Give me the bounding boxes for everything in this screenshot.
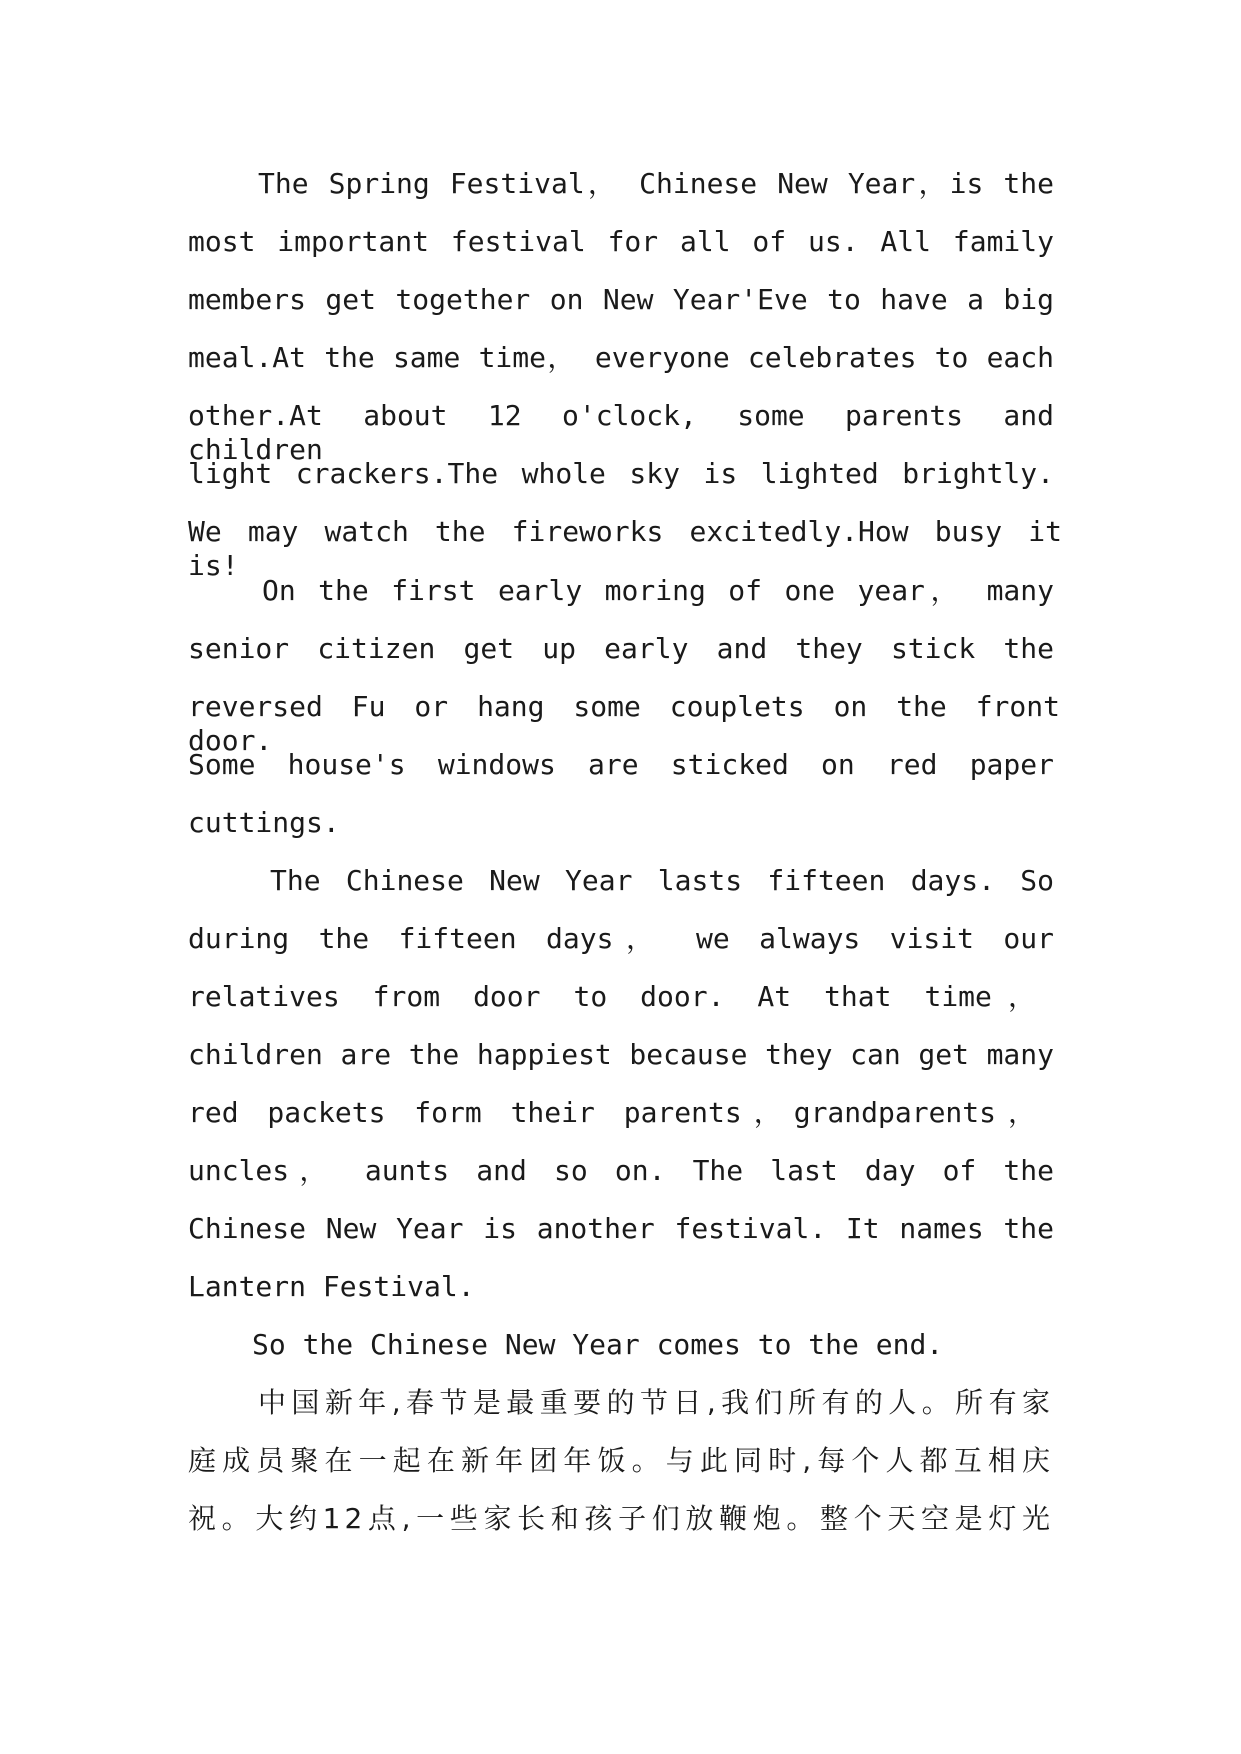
paragraph-3-line-1: The Chinese New Year lasts fifteen days. So xyxy=(270,864,1054,897)
paragraph-1-line-7: We may watch the fireworks excitedly.How busy it is! xyxy=(188,515,1062,582)
paragraph-5-line-3: 祝。大约12点,一些家长和孩子们放鞭炮。整个天空是灯光 xyxy=(188,1502,1054,1535)
paragraph-3-line-3: relatives from door to door. At that time， xyxy=(188,980,1036,1013)
paragraph-5-line-2: 庭成员聚在一起在新年团年饭。与此同时,每个人都互相庆 xyxy=(188,1444,1054,1477)
paragraph-3-line-7: Chinese New Year is another festival. It names the xyxy=(188,1212,1054,1245)
paragraph-1-line-2: most important festival for all of us. All family xyxy=(188,225,1054,258)
paragraph-2-line-4: Some house's windows are sticked on red paper xyxy=(188,748,1054,781)
paragraph-3-line-2: during the fifteen days， we always visit our xyxy=(188,922,1054,955)
paragraph-3-line-8: Lantern Festival. xyxy=(188,1270,475,1303)
paragraph-2-line-3: reversed Fu or hang some couplets on the front door. xyxy=(188,690,1060,757)
paragraph-3-line-4: children are the happiest because they can get many xyxy=(188,1038,1054,1071)
paragraph-2-line-5: cuttings. xyxy=(188,806,340,839)
paragraph-2-line-2: senior citizen get up early and they stick the xyxy=(188,632,1054,665)
paragraph-1-line-4: meal.At the same time， everyone celebrates to each xyxy=(188,341,1054,374)
paragraph-1-line-5: other.At about 12 o'clock, some parents and children xyxy=(188,399,1054,466)
paragraph-1-line-6: light crackers.The whole sky is lighted brightly. xyxy=(188,457,1054,490)
paragraph-3-line-5: red packets form their parents，grandparents， xyxy=(188,1096,1036,1129)
paragraph-2-line-1: On the first early moring of one year， many xyxy=(262,574,1054,607)
paragraph-1-line-3: members get together on New Year'Eve to have a big xyxy=(188,283,1054,316)
paragraph-4-line-1: So the Chinese New Year comes to the end. xyxy=(252,1328,944,1361)
paragraph-5-line-1: 中国新年,春节是最重要的节日,我们所有的人。所有家 xyxy=(258,1386,1054,1419)
paragraph-1-line-1: The Spring Festival， Chinese New Year，is the xyxy=(258,167,1054,200)
paragraph-3-line-6: uncles， aunts and so on. The last day of the xyxy=(188,1154,1054,1187)
